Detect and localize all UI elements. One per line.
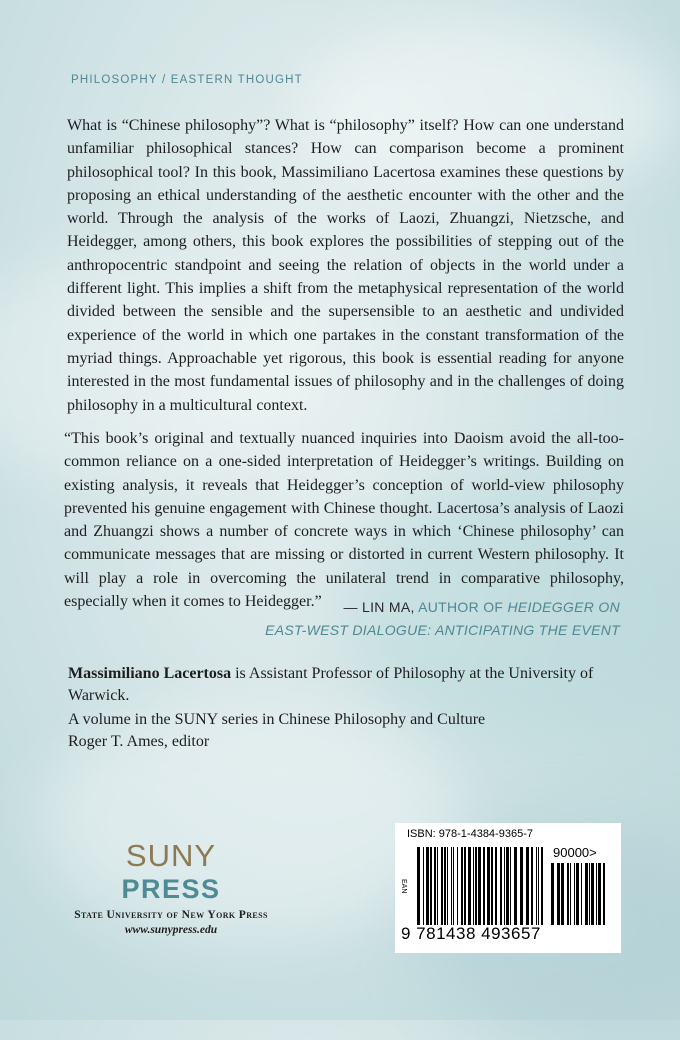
author-bio-text: is Assistant Professor of Philosophy at the University of Warwick.: [68, 665, 594, 704]
barcode-bar: [591, 863, 594, 925]
publisher-name: State University of New York Press: [74, 909, 268, 921]
barcode-bar: [434, 847, 436, 925]
barcode-bar: [457, 847, 458, 925]
barcode-bar: [483, 847, 485, 925]
review-attribution: [265, 596, 620, 642]
barcode-bar: [423, 847, 424, 925]
barcode-bar: [596, 863, 597, 925]
barcode-bar: [441, 847, 443, 925]
barcode-bar: [464, 847, 466, 925]
barcode-bar: [444, 847, 446, 925]
addon-barcode: [551, 863, 606, 925]
author-bio: [68, 663, 648, 707]
barcode-bar: [514, 847, 517, 925]
barcode-bar: [417, 847, 420, 925]
barcode-bar: [541, 847, 543, 925]
attribution-line-1: [265, 596, 620, 619]
logo-press-text: PRESS: [121, 874, 221, 904]
barcode-bar: [598, 863, 601, 925]
barcode-bar: [520, 847, 523, 925]
price-code: 90000>: [553, 845, 597, 860]
barcode-bar: [589, 863, 590, 925]
barcode-bar: [510, 847, 511, 925]
attribution-line-2: [265, 619, 620, 642]
barcode-bar: [478, 847, 481, 925]
series-info: [68, 709, 485, 753]
barcode-bar: [447, 847, 448, 925]
reviewer-book-title-1: HEIDEGGER ON: [507, 599, 620, 615]
barcode-bar: [567, 863, 569, 925]
author-name: Massimiliano Lacertosa: [68, 665, 232, 682]
barcode-bar: [561, 863, 564, 925]
ean-label: EAN: [400, 879, 407, 894]
barcode-bar: [451, 847, 452, 925]
barcode-bar: [430, 847, 432, 925]
barcode-bar: [574, 863, 575, 925]
publisher-url: www.sunypress.edu: [124, 924, 218, 936]
barcode-bar: [536, 847, 537, 925]
barcode-bar: [570, 863, 571, 925]
barcode-bar: [557, 863, 560, 925]
barcode-bar: [491, 847, 493, 925]
barcode-box: [395, 823, 621, 953]
barcode-bar: [437, 847, 438, 925]
logo-suny-text: SUNY: [125, 838, 217, 873]
reviewer-book-title-2: EAST-WEST DIALOGUE: ANTICIPATING THE EVENT: [265, 622, 620, 638]
barcode-bar: [531, 847, 533, 925]
barcode-bar: [576, 863, 579, 925]
ean-barcode: [417, 847, 543, 925]
barcode-bar: [581, 863, 582, 925]
author-of-label: AUTHOR OF: [418, 599, 504, 615]
barcode-bar: [538, 847, 539, 925]
category-label: PHILOSOPHY / EASTERN THOUGHT: [71, 74, 303, 86]
barcode-bar: [468, 847, 471, 925]
isbn-label: ISBN: 978-1-4384-9365-7: [407, 828, 533, 840]
barcode-bar: [487, 847, 490, 925]
book-description: What is “Chinese philosophy”? What is “philosophy” itself? How can one understand unfamiliar philosophical stances? How can comparison become a prominent philosophical tool? In this book, Massimiliano Lacertosa examines these questions by proposing an ethical understanding of the aesthetic encounter with the other and the world. Through the analysis of the works of Laozi, Zhuangzi, Nietzsche, and Heidegger, among others, this book explores the possibilities of stepping out of the anthropocentric standpoint and seeing the relation of objects in the world under a different light. This implies a shift from the metaphysical representation of the world divided between the sensible and the supersensible to an aesthetic and undivided experience of the world in which one partakes in the constant transformation of the myriad things. Approachable yet rigorous, this book is essential reading for anyone interested in the most fundamental issues of philosophy and in the challenges of doing philosophy in a multicultural context.: [67, 117, 624, 414]
review-quote: “This book’s original and textually nuanced inquiries into Daoism avoid the all-too-common reliance on a one-sided interpretation of Heidegger’s writings. Building on existing analysis, it reveals that Heidegger’s conception of world-view philosophy prevented his genuine engagement with Chinese thought. Lacertosa’s analysis of Laozi and Zhuangzi shows a number of concrete ways in which ‘Chinese philosophy’ can communicate messages that are missing or distorted in current Western philosophy. It will play a role in overcoming the unilateral trend in comparative philosophy, especially when it comes to Heidegger.”: [64, 430, 624, 611]
barcode-bar: [461, 847, 463, 925]
barcode-bar: [551, 863, 554, 925]
barcode-bar: [473, 847, 474, 925]
series-editor: Roger T. Ames, editor: [68, 733, 210, 750]
barcode-bar: [500, 847, 502, 925]
barcode-bar: [526, 847, 529, 925]
barcode-bar: [495, 847, 497, 925]
barcode-bar: [426, 847, 429, 925]
barcode-bar: [603, 863, 605, 925]
barcode-bar: [585, 863, 588, 925]
barcode-bar: [453, 847, 454, 925]
publisher-logo: [61, 840, 281, 936]
series-name: A volume in the SUNY series in Chinese Philosophy and Culture: [68, 711, 486, 728]
barcode-bar: [475, 847, 477, 925]
ean-digits: 9 781438 493657: [401, 924, 541, 943]
barcode-bar: [506, 847, 509, 925]
barcode-bar: [504, 847, 505, 925]
reviewer-name: — LIN MA,: [343, 599, 415, 615]
